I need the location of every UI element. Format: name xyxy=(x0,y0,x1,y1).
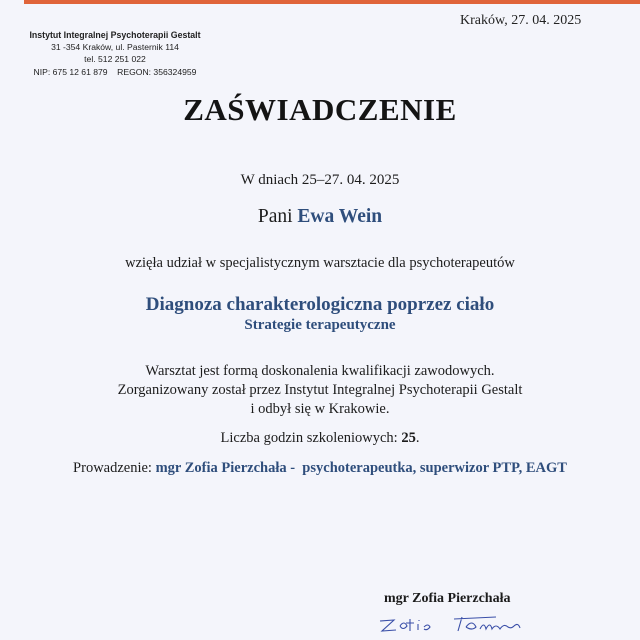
signatory-name: mgr Zofia Pierzchała xyxy=(384,591,511,606)
hours-label: Liczba godzin szkoleniowych: xyxy=(220,430,398,446)
header-accent-line xyxy=(24,0,640,4)
description xyxy=(0,362,640,419)
description-line: Zorganizowany został przez Instytut Integralnej Psychoterapii Gestalt xyxy=(117,382,523,398)
recipient xyxy=(0,206,640,228)
recipient-name: Ewa Wein xyxy=(297,206,383,227)
lead-label: Prowadzenie: xyxy=(73,460,152,476)
place-date: Kraków, 27. 04. 2025 xyxy=(460,13,582,28)
handwritten-signature xyxy=(376,611,576,640)
participation-text: wzięła udział w specjalistycznym warsztacie dla psychoterapeutów xyxy=(125,255,515,271)
institute-header xyxy=(20,29,210,78)
workshop-dates: W dniach 25–27. 04. 2025 xyxy=(240,172,400,188)
course-title: Diagnoza charakterologiczna poprzez ciało xyxy=(145,294,495,315)
course-subtitle: Strategie terapeutyczne xyxy=(244,317,396,333)
lead-value: mgr Zofia Pierzchała - psychoterapeutka, superwizor PTP, EAGT xyxy=(155,460,567,476)
recipient-prefix: Pani xyxy=(257,206,293,227)
training-hours: Liczba godzin szkoleniowych: 25. xyxy=(220,430,420,446)
institute-name: Instytut Integralnej Psychoterapii Gestalt xyxy=(29,30,201,40)
institute-phone: tel. 512 251 022 xyxy=(84,54,146,65)
institute-address: 31 -354 Kraków, ul. Pasternik 114 xyxy=(51,42,179,53)
document-title: ZAŚWIADCZENIE xyxy=(183,92,457,127)
description-line: Warsztat jest formą doskonalenia kwalifikacji zawodowych. xyxy=(145,363,495,379)
description-line: i odbył się w Krakowie. xyxy=(250,401,390,417)
hours-value: 25 xyxy=(401,430,416,446)
workshop-lead xyxy=(0,460,640,477)
institute-ids: NIP: 675 12 61 879 REGON: 356324959 xyxy=(33,66,197,77)
